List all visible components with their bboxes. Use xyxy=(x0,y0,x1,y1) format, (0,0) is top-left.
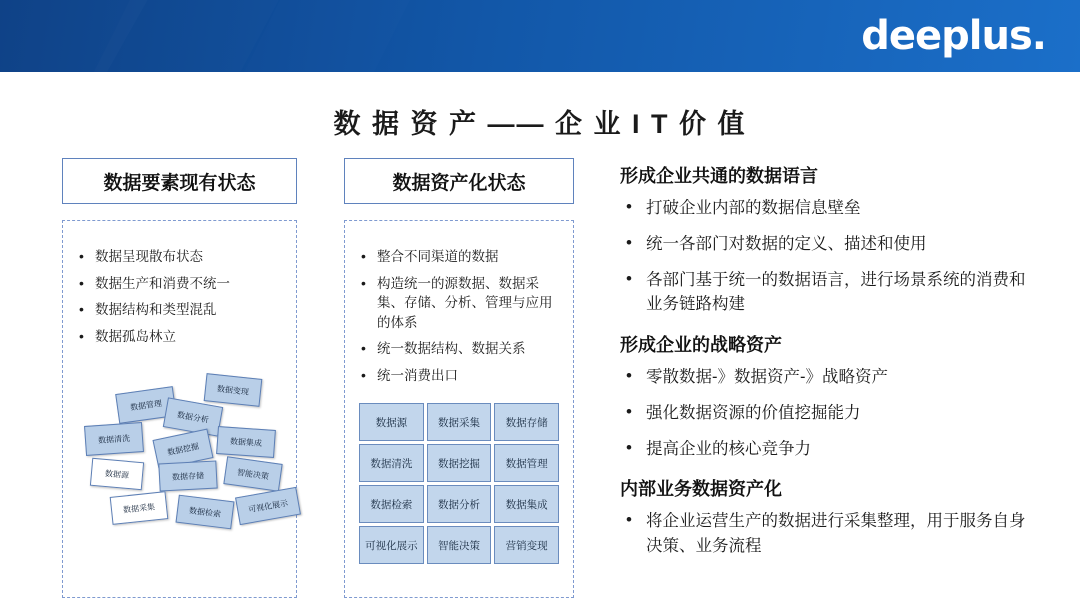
section-title-2: 形成企业的战略资产 xyxy=(620,335,782,355)
section-2-bullets xyxy=(620,365,1040,461)
list-item: • 统一消费出口 xyxy=(359,366,559,386)
list-item: • 统一各部门对数据的定义、描述和使用 xyxy=(620,232,1040,257)
puzzle-piece: 数据变现 xyxy=(204,373,263,407)
column-asset-state xyxy=(344,158,574,598)
column-1-body xyxy=(62,220,297,598)
puzzle-piece: 数据集成 xyxy=(216,426,276,458)
column-2-heading: 数据资产化状态 xyxy=(344,158,574,204)
puzzle-cell: 数据集成 xyxy=(494,485,559,523)
puzzle-piece: 数据分析 xyxy=(163,398,223,437)
logo-dot: . xyxy=(1031,13,1046,59)
column-2-body xyxy=(344,220,574,598)
deeplus-logo xyxy=(861,13,1046,59)
page-title: 数 据 资 产 —— 企 业 I T 价 值 xyxy=(333,109,747,139)
list-item: • 统一数据结构、数据关系 xyxy=(359,339,559,359)
section-3-bullets xyxy=(620,509,1040,559)
list-item: • 零散数据-》数据资产-》战略资产 xyxy=(620,365,1040,390)
puzzle-cell: 数据清洗 xyxy=(359,444,424,482)
list-item: • 数据孤岛林立 xyxy=(77,327,282,347)
puzzle-cell: 数据分析 xyxy=(427,485,492,523)
puzzle-cell: 数据源 xyxy=(359,403,424,441)
puzzle-cell: 数据挖掘 xyxy=(427,444,492,482)
puzzle-piece: 数据源 xyxy=(90,458,144,490)
column-1-bullet-list xyxy=(77,247,282,346)
puzzle-piece: 数据采集 xyxy=(110,491,169,525)
section-title-3: 内部业务数据资产化 xyxy=(620,479,782,500)
list-item: • 数据呈现散布状态 xyxy=(77,247,282,267)
puzzle-cell: 数据检索 xyxy=(359,485,424,523)
puzzle-piece: 数据管理 xyxy=(115,386,177,424)
puzzle-cell: 数据管理 xyxy=(494,444,559,482)
scattered-puzzle-illustration xyxy=(77,362,289,552)
header-decoration xyxy=(0,0,520,72)
puzzle-piece: 数据存储 xyxy=(158,461,217,492)
value-points-panel xyxy=(620,160,1040,570)
list-item: • 强化数据资源的价值挖掘能力 xyxy=(620,401,1040,426)
column-1-heading: 数据要素现有状态 xyxy=(62,158,297,204)
puzzle-cell: 数据采集 xyxy=(427,403,492,441)
slide-header xyxy=(0,0,1080,72)
puzzle-piece: 智能决策 xyxy=(223,456,282,492)
puzzle-piece: 数据挖掘 xyxy=(152,429,213,470)
list-item: • 数据结构和类型混乱 xyxy=(77,300,282,320)
puzzle-cell: 营销变现 xyxy=(494,526,559,564)
section-title-1: 形成企业共通的数据语言 xyxy=(620,166,818,186)
column-current-state xyxy=(62,158,297,598)
list-item: • 将企业运营生产的数据进行采集整理，用于服务自身决策、业务流程 xyxy=(620,509,1040,559)
list-item: • 构造统一的源数据、数据采集、存储、分析、管理与应用的体系 xyxy=(359,274,559,333)
puzzle-piece: 数据清洗 xyxy=(84,422,144,456)
list-item: • 各部门基于统一的数据语言，进行场景系统的消费和业务链路构建 xyxy=(620,268,1040,318)
list-item: • 打破企业内部的数据信息壁垒 xyxy=(620,196,1040,221)
puzzle-piece: 可视化展示 xyxy=(235,487,301,525)
puzzle-piece: 数据检索 xyxy=(176,495,235,530)
logo-text: deeplus xyxy=(861,13,1032,59)
list-item: • 数据生产和消费不统一 xyxy=(77,274,282,294)
assembled-puzzle-grid xyxy=(359,403,559,564)
puzzle-cell: 智能决策 xyxy=(427,526,492,564)
list-item: • 整合不同渠道的数据 xyxy=(359,247,559,267)
puzzle-cell: 可视化展示 xyxy=(359,526,424,564)
puzzle-cell: 数据存储 xyxy=(494,403,559,441)
list-item: • 提高企业的核心竞争力 xyxy=(620,437,1040,462)
column-2-bullet-list xyxy=(359,247,559,385)
section-1-bullets xyxy=(620,196,1040,317)
